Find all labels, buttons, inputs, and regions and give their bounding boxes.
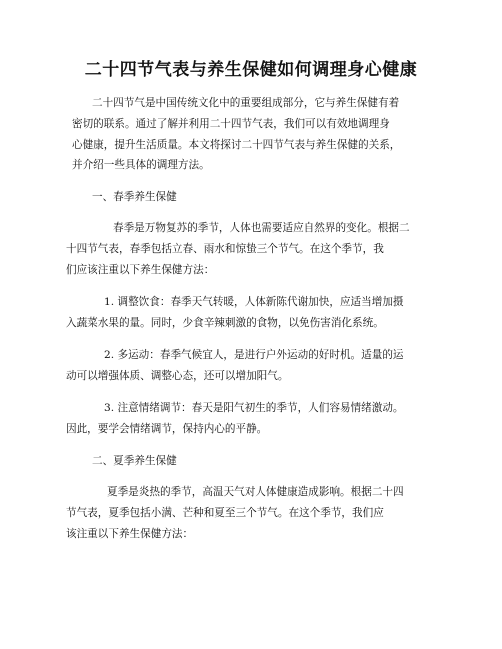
intro-line-1: 二十四节气是中国传统文化中的重要组成部分，它与养生保健有着 xyxy=(92,97,400,109)
section-heading-summer: 二、夏季养生保健 xyxy=(92,455,177,467)
spring-item-1-line-2: 入蔬菜水果的量。同时，少食辛辣刺激的食物，以免伤害消化系统。 xyxy=(66,317,384,329)
spring-para-line-2: 十四节气表，春季包括立春、雨水和惊蛰三个节气。在这个季节，我 xyxy=(66,243,384,255)
spring-para-line-1: 春季是万物复苏的季节，人体也需要适应自然界的变化。根据二 xyxy=(113,222,410,234)
spring-para-line-3: 们应该注重以下养生保健方法： xyxy=(66,264,215,276)
intro-line-4: 并介绍一些具体的调理方法。 xyxy=(72,159,210,171)
summer-para-line-2: 节气表，夏季包括小满、芒种和夏至三个节气。在这个季节，我们应 xyxy=(66,507,384,519)
spring-item-1-line-1: 1. 调整饮食：春季天气转暖，人体新陈代谢加快，应适当增加摄 xyxy=(104,296,404,308)
intro-line-2: 密切的联系。通过了解并利用二十四节气表，我们可以有效地调理身 xyxy=(72,118,390,130)
intro-line-3: 心健康，提升生活质量。本文将探讨二十四节气表与养生保健的关系， xyxy=(72,139,401,151)
document-title: 二十四节气表与养生保健如何调理身心健康 xyxy=(84,60,418,80)
spring-item-3-line-2: 因此，要学会情绪调节，保持内心的平静。 xyxy=(66,423,268,435)
section-heading-spring: 一、春季养生保健 xyxy=(92,191,177,203)
spring-item-2-line-1: 2. 多运动：春季气候宜人，是进行户外运动的好时机。适量的运 xyxy=(104,349,404,361)
summer-para-line-3: 该注重以下养生保健方法： xyxy=(66,528,194,540)
spring-item-3-line-1: 3. 注意情绪调节：春天是阳气初生的季节，人们容易情绪激动。 xyxy=(104,402,404,414)
spring-item-2-line-2: 动可以增强体质、调整心态，还可以增加阳气。 xyxy=(66,370,289,382)
summer-para-line-1: 夏季是炎热的季节，高温天气对人体健康造成影响。根据二十四 xyxy=(107,486,404,498)
